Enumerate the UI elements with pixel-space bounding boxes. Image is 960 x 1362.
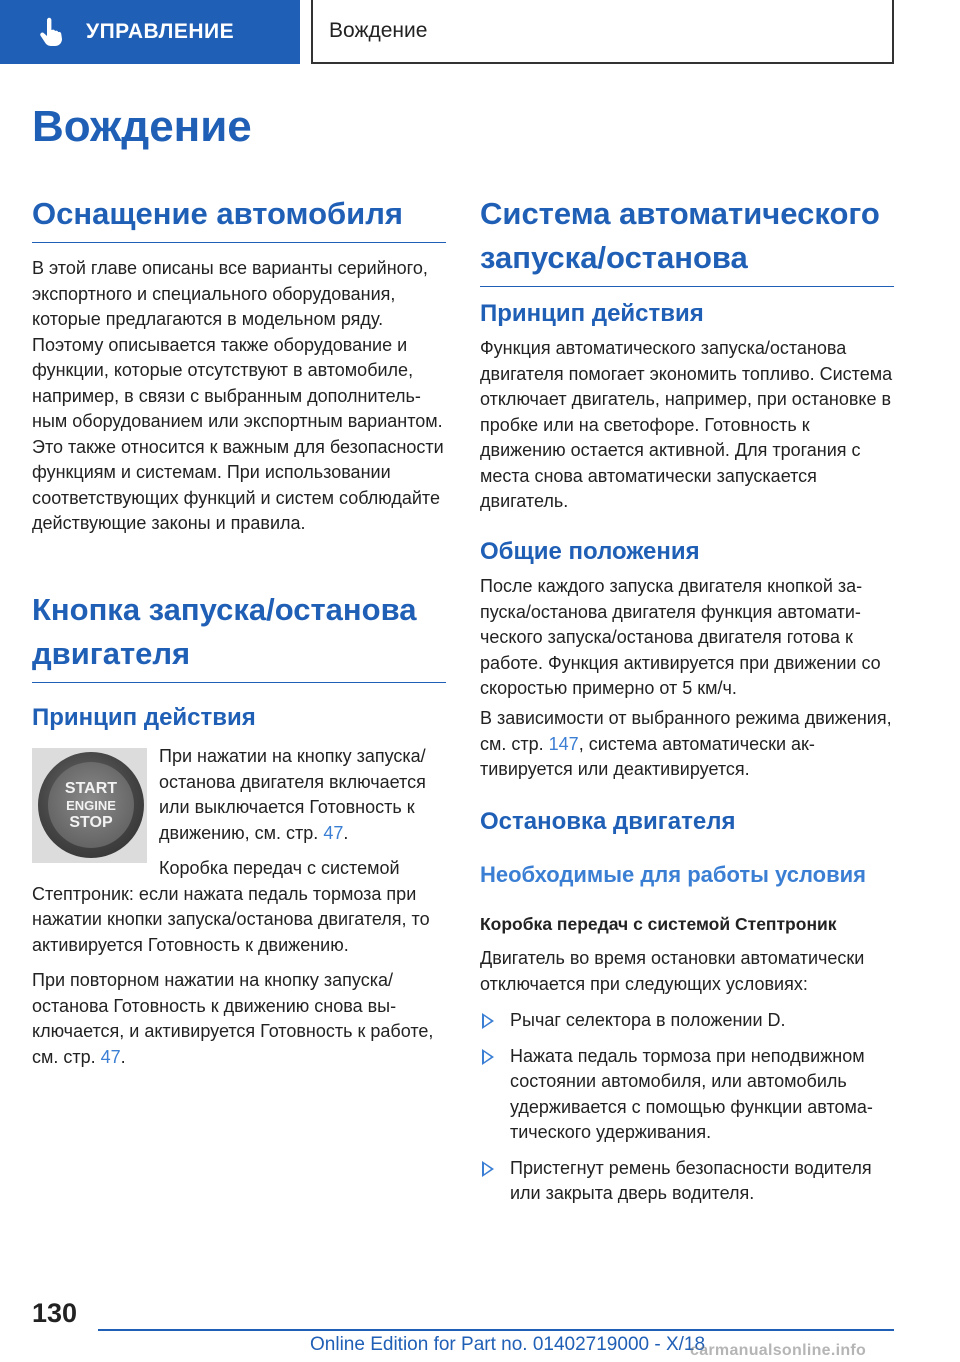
section-tab — [0, 0, 300, 64]
page-number: 130 — [32, 1298, 78, 1328]
steptronic-heading: Коробка передач с системой Стептроник — [480, 914, 837, 934]
page-link-47-second[interactable]: 47 — [100, 1046, 121, 1067]
principle-body: Функция автоматического запуска/останова двигателя помогает экономить топливо. Система отключает двигатель, например, при остановке в пробке или на светофоре. Готовность к движению остается активной. Для трогания с места снова автоматически запускается двигатель. — [480, 338, 893, 511]
section-label: УПРАВЛЕНИЕ — [86, 20, 235, 43]
equipment-heading: Оснащение автомобиля — [32, 192, 446, 243]
principle-heading-right: Принцип действия — [480, 300, 704, 327]
page-title: Вождение — [32, 102, 252, 151]
page-link-147[interactable]: 147 — [548, 733, 579, 754]
auto-start-stop-heading: Система автоматического запуска/останова — [480, 192, 894, 287]
footer-divider — [98, 1329, 894, 1331]
conditions-list — [480, 1008, 894, 1217]
start-stop-para-2: Коробка передач с системой Стептроник: если нажата педаль тормоза при нажатии кнопки запуска/останова двигателя, то активируется Готовность к движению. — [32, 858, 430, 955]
page-link-47[interactable]: 47 — [323, 822, 344, 843]
bullet-triangle-icon — [482, 1049, 494, 1065]
start-engine-stop-button-image — [32, 748, 147, 863]
list-item: Нажата педаль тормоза при неподвижном состоянии автомобиля, или автомобиль удерживается с помощью функции автоматического удерживания. — [480, 1044, 894, 1146]
start-stop-text-block — [32, 744, 446, 1070]
button-face — [48, 762, 134, 848]
button-text-engine: ENGINE — [66, 797, 116, 813]
start-stop-heading: Кнопка запуска/останова двигателя — [32, 588, 446, 683]
bullet-triangle-icon — [482, 1013, 494, 1029]
conditions-heading: Необходимые для работы условия — [480, 862, 866, 887]
start-stop-para-3: При повторном нажатии на кнопку запуска/останова Готовность к движению снова выключается, и активируется Готовность к работе, см. стр. 47. — [32, 970, 434, 1067]
engine-stop-heading: Остановка двигателя — [480, 808, 736, 835]
chapter-label: Вождение — [329, 19, 428, 42]
general-body-2: В зависимости от выбранного режима движения, см. стр. 147, система автоматически активируется или деактивируется. — [480, 708, 892, 779]
general-heading: Общие положения — [480, 538, 700, 565]
start-stop-para-1: При нажатии на кнопку запуска/останова двигателя включается или выключается Готовность к движению, см. стр. 47. — [159, 746, 426, 843]
chapter-header — [311, 0, 894, 64]
button-text-stop: STOP — [69, 813, 113, 831]
list-item: Рычаг селектора в положении D. — [480, 1008, 894, 1034]
steptronic-body: Двигатель во время остановки автоматически отключается при следующих условиях: — [480, 948, 865, 994]
bullet-triangle-icon — [482, 1161, 494, 1177]
edition-text: Online Edition for Part no. 01402719000 - X/18 — [310, 1334, 706, 1355]
equipment-body: В этой главе описаны все варианты серийного, экспортного и специального оборудования, которые предлагаются в модельном ряду. Поэтому описывается также оборудование и функции, которые отсутствуют в автомобиле, например, в связи с выбранным дополнительным оборудованием или экспортным вариантом. Это также относится к важным для безопасности функциям и системам. При использовании соответствующих функций и систем соблюдайте действующие законы и правила. — [32, 258, 444, 533]
watermark: carmanualsonline.info — [690, 1342, 867, 1359]
general-body-1: После каждого запуска двигателя кнопкой запуска/останова двигателя функция автоматического запуска/останова двигателя готова к работе. Функция активируется при движении со скоростью примерно от 5 км/ч. — [480, 576, 881, 698]
list-item: Пристегнут ремень безопасности водителя или закрыта дверь водителя. — [480, 1156, 894, 1207]
principle-heading-left: Принцип действия — [32, 704, 256, 731]
hand-pointer-icon — [36, 17, 66, 47]
button-text-start: START — [64, 779, 118, 797]
